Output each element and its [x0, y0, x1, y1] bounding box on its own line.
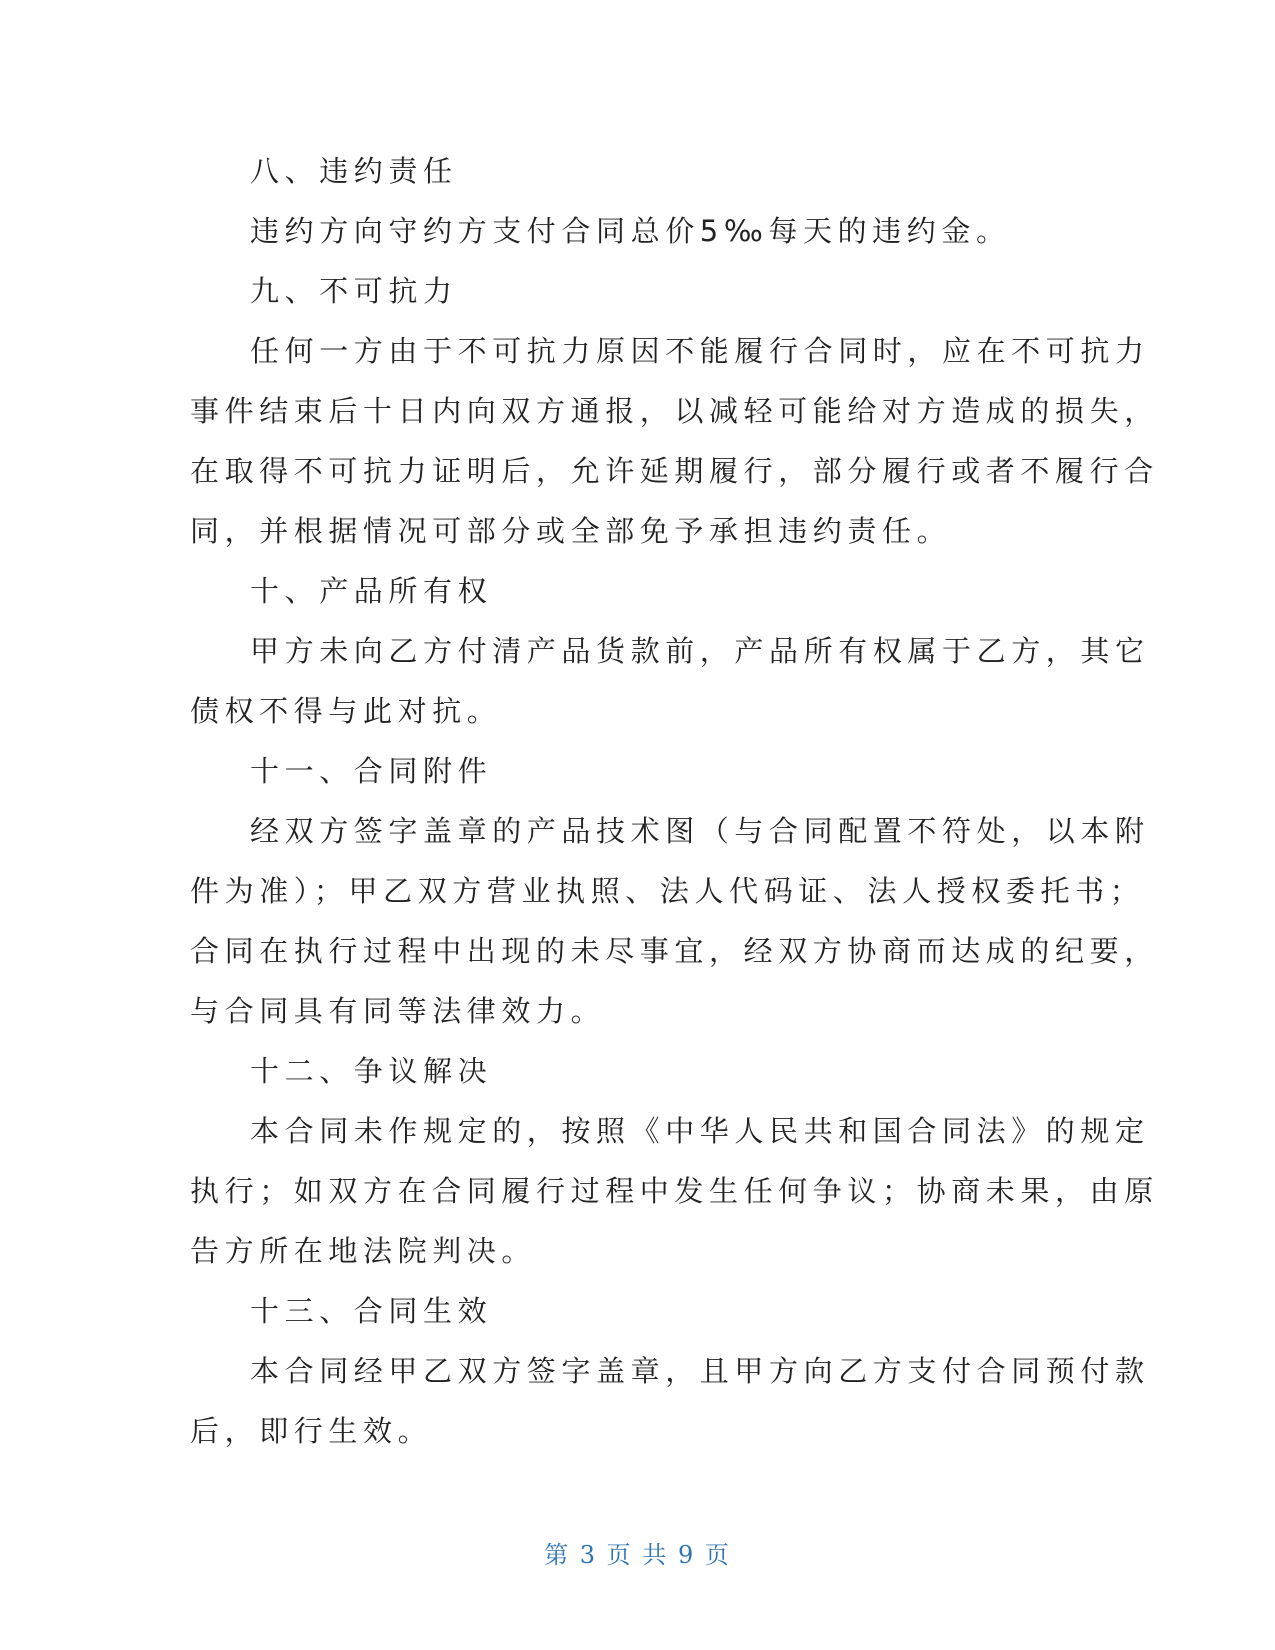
paragraph-line: 任何一方由于不可抗力原因不能履行合同时，应在不可抗力: [250, 334, 1150, 368]
paragraph-line: 事件结束后十日内向双方通报，以减轻可能给对方造成的损失，: [190, 394, 1159, 428]
paragraph-line: 后，即行生效。: [190, 1414, 433, 1448]
paragraph-line: 在取得不可抗力证明后，允许延期履行，部分履行或者不履行合: [190, 454, 1159, 488]
section-heading-attachments: 十一、合同附件: [250, 754, 493, 788]
paragraph-line: 合同在执行过程中出现的未尽事宜，经双方协商而达成的纪要，: [190, 934, 1159, 968]
section-heading-ownership: 十、产品所有权: [250, 574, 493, 608]
section-heading-breach: 八、违约责任: [250, 154, 458, 188]
document-body: [190, 141, 1159, 1461]
paragraph-line: 本合同未作规定的，按照《中华人民共和国合同法》的规定: [250, 1114, 1150, 1148]
paragraph-line: 与合同具有同等法律效力。: [190, 994, 606, 1028]
paragraph-line: 件为准）；甲乙双方营业执照、法人代码证、法人授权委托书；: [190, 874, 1145, 908]
paragraph-line: 违约方向守约方支付合同总价5‰每天的违约金。: [250, 214, 1011, 248]
paragraph-line: 同，并根据情况可部分或全部免予承担违约责任。: [190, 514, 952, 548]
paragraph-line: 经双方签字盖章的产品技术图（与合同配置不符处，以本附: [250, 814, 1150, 848]
page-number-footer: 第 3 页 共 9 页: [544, 1541, 731, 1569]
paragraph-line: 告方所在地法院判决。: [190, 1234, 537, 1268]
section-heading-disputes: 十二、争议解决: [250, 1054, 493, 1088]
paragraph-line: 执行；如双方在合同履行过程中发生任何争议；协商未果，由原: [190, 1174, 1159, 1208]
section-heading-force-majeure: 九、不可抗力: [250, 274, 458, 308]
paragraph-line: 债权不得与此对抗。: [190, 694, 502, 728]
paragraph-line: 甲方未向乙方付清产品货款前，产品所有权属于乙方，其它: [250, 634, 1150, 668]
paragraph-line: 本合同经甲乙双方签字盖章，且甲方向乙方支付合同预付款: [250, 1354, 1150, 1388]
section-heading-effectiveness: 十三、合同生效: [250, 1294, 493, 1328]
